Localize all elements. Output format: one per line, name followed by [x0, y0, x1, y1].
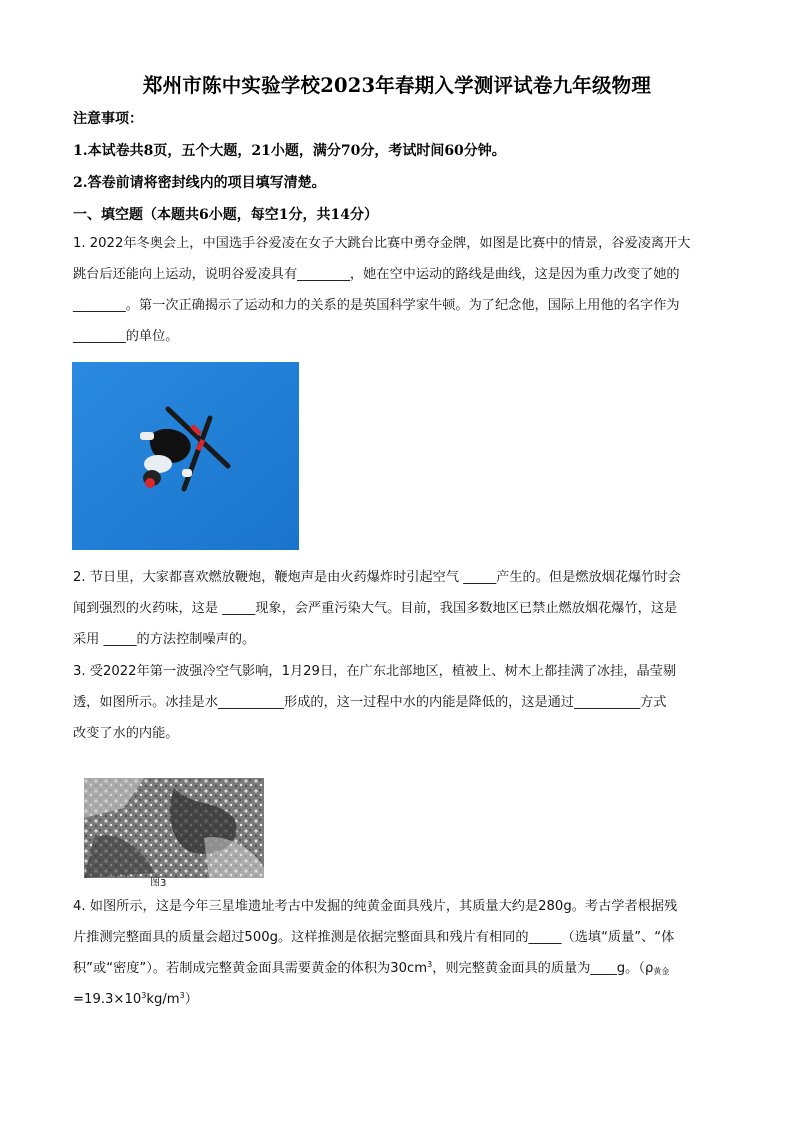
section-heading: 一、填空题（本题共6小题，每空1分，共14分）	[73, 207, 378, 223]
question-2	[73, 562, 723, 655]
q4-text: 积”或“密度”）。若制成完整黄金面具需要黄金的体积为30cm	[73, 961, 428, 976]
question-3-line: 3. 受2022年第一波强冷空气影响，1月29日，在广东北部地区，植被上、树木上都挂满了冰挂，晶莹剔	[73, 664, 677, 679]
question-1	[73, 228, 723, 352]
q4-text: kg/m	[146, 992, 180, 1007]
page-title: 郑州市陈中实验学校2023年春期入学测评试卷九年级物理	[142, 74, 652, 97]
notice-item-1: 1.本试卷共8页，五个大题，21小题，满分70分，考试时间60分钟。	[73, 143, 506, 159]
q4-superscript: 3	[179, 991, 185, 1000]
q4-text: ）	[184, 992, 198, 1007]
question-4-line	[73, 953, 723, 984]
question-3-line: 改变了水的内能。	[73, 726, 179, 741]
ice-photo-caption: 图3	[150, 878, 167, 886]
question-3	[73, 656, 723, 749]
skier-photo	[72, 362, 299, 555]
q4-text: =19.3×10	[73, 992, 142, 1007]
question-4-line: 4. 如图所示，这是今年三星堆遗址考古中发掘的纯黄金面具残片，其质量大约是280g。考古学者根据残	[73, 899, 678, 914]
notice-heading: 注意事项：	[73, 111, 143, 127]
question-4	[73, 891, 723, 1015]
q4-subscript: 黄金	[653, 967, 670, 976]
question-2-line: 采用 _____的方法控制噪声的。	[73, 632, 256, 647]
ice-photo	[84, 778, 264, 891]
question-1-line: ________的单位。	[73, 329, 179, 344]
q4-text: ，则完整黄金面具的质量为____g。（ρ	[432, 961, 654, 976]
question-1-line: 跳台后还能向上运动，说明谷爱凌具有________，她在空中运动的路线是曲线，这是因为重力改变了她的	[73, 267, 680, 282]
question-4-line	[73, 984, 723, 1015]
q4-superscript: 3	[427, 960, 433, 969]
question-2-line: 2. 节日里，大家都喜欢燃放鞭炮，鞭炮声是由火药爆炸时引起空气 _____产生的。但是燃放烟花爆竹时会	[73, 570, 681, 585]
question-2-line: 闻到强烈的火药味，这是 _____现象，会严重污染大气。目前，我国多数地区已禁止燃放烟花爆竹，这是	[73, 601, 678, 616]
question-4-line: 片推测完整面具的质量会超过500g。这样推测是依据完整面具和残片有相同的_____（选填“质量”、“体	[73, 930, 675, 945]
question-1-line: 1. 2022年冬奥会上，中国选手谷爱凌在女子大跳台比赛中勇夺金牌，如图是比赛中的情景，谷爱凌离开大	[73, 236, 691, 251]
notice-item-2: 2.答卷前请将密封线内的项目填写清楚。	[73, 175, 326, 191]
q4-superscript: 3	[141, 991, 147, 1000]
question-1-line: ________。第一次正确揭示了运动和力的关系的是英国科学家牛顿。为了纪念他，国际上用他的名字作为	[73, 298, 680, 313]
question-3-line: 透，如图所示。冰挂是水__________形成的，这一过程中水的内能是降低的，这是通过__________方式	[73, 695, 667, 710]
